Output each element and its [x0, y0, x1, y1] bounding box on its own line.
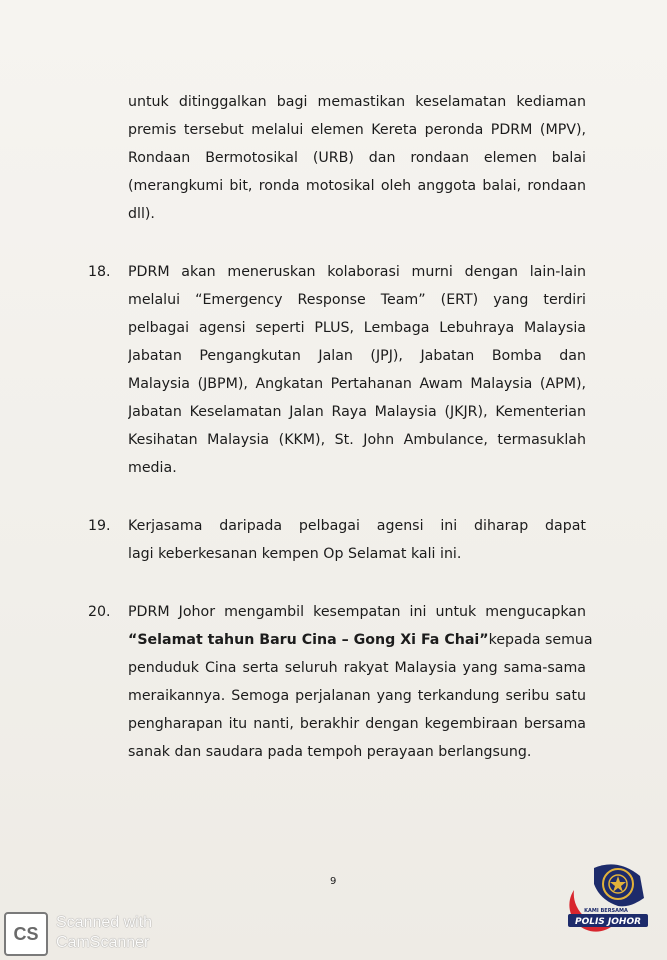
logo-banner-text: POLIS JOHOR: [574, 917, 642, 927]
paragraph-number-18: 18.: [88, 264, 111, 280]
paragraph-line: premis tersebut melalui elemen Kereta peronda PDRM (MPV),: [128, 122, 586, 138]
paragraph-line: Jabatan Keselamatan Jalan Raya Malaysia (JKJR), Kementerian: [128, 404, 586, 420]
paragraph-19: [128, 512, 586, 568]
polis-johor-logo: [560, 848, 652, 940]
paragraph-line: media.: [128, 460, 177, 476]
paragraph-line: Malaysia (JBPM), Angkatan Pertahanan Awam Malaysia (APM),: [128, 376, 586, 392]
paragraph-line: dll).: [128, 206, 155, 222]
paragraph-number-19: 19.: [88, 518, 111, 534]
page-number: 9: [330, 876, 337, 887]
continuation-paragraph: [128, 88, 586, 228]
paragraph-line: PDRM Johor mengambil kesempatan ini untuk mengucapkan: [128, 604, 586, 620]
paragraph-line: penduduk Cina serta seluruh rakyat Malaysia yang sama-sama: [128, 660, 586, 676]
paragraph-line: Jabatan Pengangkutan Jalan (JPJ), Jabatan Bomba dan: [128, 348, 586, 364]
paragraph-line: pengharapan itu nanti, berakhir dengan kegembiraan bersama: [128, 716, 586, 732]
paragraph-18: [128, 258, 586, 482]
paragraph-line: melalui “Emergency Response Team” (ERT) yang terdiri: [128, 292, 586, 308]
festive-greeting: “Selamat tahun Baru Cina – Gong Xi Fa Chai”: [128, 632, 489, 648]
paragraph-line: (merangkumi bit, ronda motosikal oleh anggota balai, rondaan: [128, 178, 586, 194]
paragraph-20: [128, 598, 593, 766]
watermark-line-1: Scanned with: [56, 914, 153, 931]
camscanner-watermark: [56, 913, 152, 953]
paragraph-line: Kesihatan Malaysia (KKM), St. John Ambulance, termasuklah: [128, 432, 586, 448]
greeting-line-rest: kepada semua: [488, 632, 593, 648]
paragraph-line: Kerjasama daripada pelbagai agensi ini diharap dapat: [128, 518, 586, 534]
camscanner-logo-icon: [4, 912, 48, 956]
paragraph-line: untuk ditinggalkan bagi memastikan keselamatan kediaman: [128, 94, 586, 110]
paragraph-line: Rondaan Bermotosikal (URB) dan rondaan elemen balai: [128, 150, 586, 166]
greeting-line: [128, 626, 593, 654]
paragraph-number-20: 20.: [88, 604, 111, 620]
watermark-line-2: CamScanner: [56, 934, 150, 951]
camscanner-badge-text: CS: [13, 923, 39, 944]
paragraph-line: PDRM akan meneruskan kolaborasi murni dengan lain-lain: [128, 264, 586, 280]
paragraph-line: lagi keberkesanan kempen Op Selamat kali ini.: [128, 546, 462, 562]
logo-banner-top: KAMI BERSAMA: [584, 908, 628, 914]
paragraph-line: pelbagai agensi seperti PLUS, Lembaga Lebuhraya Malaysia: [128, 320, 586, 336]
paragraph-line: sanak dan saudara pada tempoh perayaan berlangsung.: [128, 744, 532, 760]
paragraph-line: meraikannya. Semoga perjalanan yang terkandung seribu satu: [128, 688, 586, 704]
